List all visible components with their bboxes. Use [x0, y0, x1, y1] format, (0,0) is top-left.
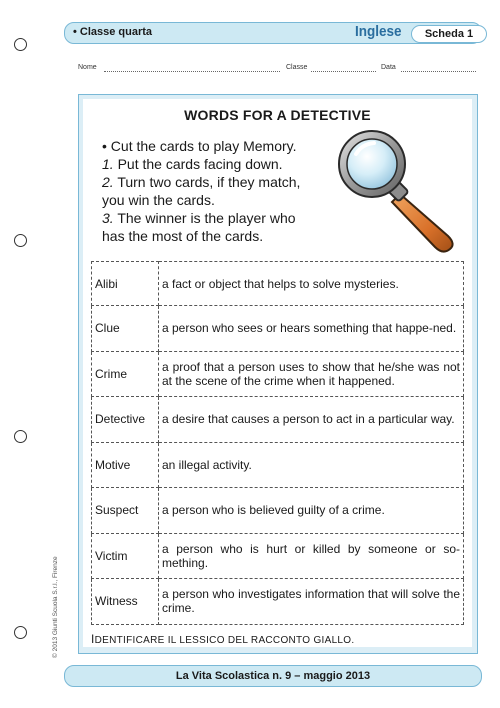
term-cell: Clue: [92, 306, 159, 352]
binder-hole-2: [14, 234, 27, 247]
instruction-step-2-cont: you win the cards.: [102, 192, 215, 208]
worksheet-title: WORDS FOR A DETECTIVE: [184, 107, 371, 123]
definition-cell: a proof that a person uses to show that he/she was not at the scene of the crime when it happened.: [159, 351, 464, 397]
header-bar: [64, 22, 482, 44]
instruction-intro: • Cut the cards to play Memory.: [102, 138, 297, 154]
binder-hole-3: [14, 430, 27, 443]
term-cell: Motive: [92, 442, 159, 488]
date-label: Data: [381, 64, 396, 71]
table-row: [92, 579, 464, 625]
definition-cell: a person who is hurt or killed by someone or so-mething.: [159, 533, 464, 579]
table-row: [92, 262, 464, 306]
term-cell: Alibi: [92, 262, 159, 306]
name-label: Nome: [78, 64, 97, 71]
instruction-step-1: [102, 155, 300, 173]
footer-text: La Vita Scolastica n. 9 – maggio 2013: [175, 670, 371, 682]
definition-cell: a fact or object that helps to solve mysteries.: [159, 262, 464, 306]
copyright-credit: © 2013 Giunti Scuola S.r.l., Firenze: [52, 556, 59, 658]
learning-objective: [91, 632, 354, 646]
definition-cell: a person who investigates information that will solve the crime.: [159, 579, 464, 625]
glossary-table: [91, 261, 464, 625]
magnifying-glass-icon: [336, 128, 466, 258]
definition-cell: a person who sees or hears something that happe-ned.: [159, 306, 464, 352]
step-text: Turn two cards, if they match,: [117, 174, 301, 190]
table-row: [92, 351, 464, 397]
term-cell: Crime: [92, 351, 159, 397]
definition-cell: a desire that causes a person to act in a particular way.: [159, 397, 464, 443]
instruction-step-3-cont: has the most of the cards.: [102, 228, 264, 244]
table-row: [92, 397, 464, 443]
definition-cell: a person who is believed guilty of a crime.: [159, 488, 464, 534]
term-cell: Victim: [92, 533, 159, 579]
date-line: [401, 71, 476, 72]
term-cell: Witness: [92, 579, 159, 625]
class-label: • Classe quarta: [73, 26, 153, 38]
step-number: 1.: [102, 156, 114, 172]
class-line: [311, 71, 376, 72]
table-row: [92, 488, 464, 534]
binder-hole-4: [14, 626, 27, 639]
instructions: [102, 137, 300, 245]
definition-cell: an illegal activity.: [159, 442, 464, 488]
table-row: [92, 442, 464, 488]
table-row: [92, 306, 464, 352]
sheet-badge: Scheda 1: [411, 25, 487, 43]
step-text: The winner is the player who: [117, 210, 296, 226]
instruction-step-3: [102, 209, 300, 227]
binder-hole-1: [14, 38, 27, 51]
date-field[interactable]: [381, 64, 396, 71]
name-field[interactable]: [78, 64, 97, 71]
footer-bar: [64, 665, 482, 687]
table-row: [92, 533, 464, 579]
class-field-label: Classe: [286, 64, 308, 71]
objective-text: DENTIFICARE IL LESSICO DEL RACCONTO GIALLO.: [94, 635, 355, 646]
step-text: Put the cards facing down.: [117, 156, 283, 172]
step-number: 2.: [102, 174, 114, 190]
class-field[interactable]: [286, 64, 307, 71]
objective-initial: I: [91, 632, 95, 646]
instruction-step-2: [102, 173, 300, 191]
name-line: [104, 71, 280, 72]
subject-label: Inglese: [355, 23, 402, 40]
term-cell: Detective: [92, 397, 159, 443]
step-number: 3.: [102, 210, 114, 226]
term-cell: Suspect: [92, 488, 159, 534]
